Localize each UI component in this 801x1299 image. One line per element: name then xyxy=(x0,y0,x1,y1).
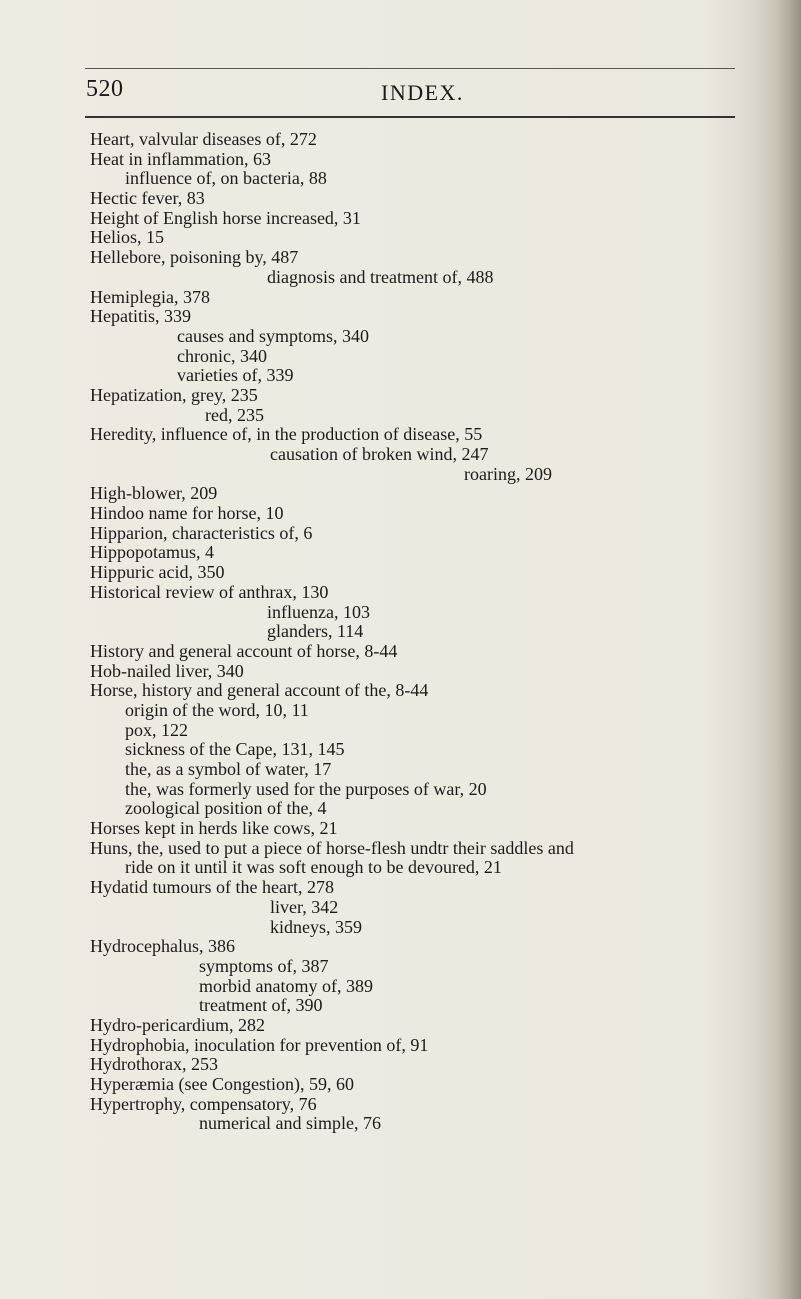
index-subentry: origin of the word, 10, 11 xyxy=(125,699,309,720)
index-subentry: pox, 122 xyxy=(125,719,188,740)
index-subentry: morbid anatomy of, 389 xyxy=(199,975,373,996)
index-entry: Huns, the, used to put a piece of horse-flesh undtr their saddles and xyxy=(90,837,574,858)
index-subentry: glanders, 114 xyxy=(267,621,364,642)
index-entry: Hydrophobia, inoculation for prevention of, 91 xyxy=(90,1034,429,1055)
running-head: INDEX. xyxy=(381,80,464,105)
index-subentry: roaring, 209 xyxy=(464,463,552,484)
index-entry: Hectic fever, 83 xyxy=(90,188,205,209)
index-entry: Hepatization, grey, 235 xyxy=(90,384,258,405)
index-subentry: chronic, 340 xyxy=(177,345,267,366)
index-subentry: influence of, on bacteria, 88 xyxy=(125,168,327,189)
index-subentry: symptoms of, 387 xyxy=(199,955,329,976)
index-entry-continuation: ride on it until it was soft enough to be devoured, 21 xyxy=(125,857,502,878)
index-entry: Hydrocephalus, 386 xyxy=(90,936,235,957)
index-entry: Hyperæmia (see Congestion), 59, 60 xyxy=(90,1074,354,1094)
index-subentry: treatment of, 390 xyxy=(199,995,323,1016)
index-entry: Hydro-pericardium, 282 xyxy=(90,1014,265,1035)
index-entry: Hydrothorax, 253 xyxy=(90,1054,218,1075)
index-entry: Hippuric acid, 350 xyxy=(90,562,225,583)
index-subentry: liver, 342 xyxy=(270,896,339,917)
index-subentry: sickness of the Cape, 131, 145 xyxy=(125,739,345,760)
index-entry: Hippopotamus, 4 xyxy=(90,542,214,563)
index-subentry: diagnosis and treatment of, 488 xyxy=(267,266,494,287)
index-subentry: the, was formerly used for the purposes of war, 20 xyxy=(125,778,487,799)
index-entry: Helios, 15 xyxy=(90,227,164,248)
index-entry: Height of English horse increased, 31 xyxy=(90,207,361,228)
index-entry: Hipparion, characteristics of, 6 xyxy=(90,522,313,543)
index-entries xyxy=(90,130,790,1134)
index-subentry: causes and symptoms, 340 xyxy=(177,325,369,346)
index-entry: Horses kept in herds like cows, 21 xyxy=(90,818,338,839)
index-entry: Horse, history and general account of the, 8-44 xyxy=(90,680,429,701)
index-subentry: red, 235 xyxy=(205,404,264,425)
index-entry: Heart, valvular diseases of, 272 xyxy=(90,129,317,149)
index-entry: Hepatitis, 339 xyxy=(90,306,191,327)
index-subentry: kidneys, 359 xyxy=(270,916,362,937)
index-entry: Hellebore, poisoning by, 487 xyxy=(90,247,299,268)
index-subentry: numerical and simple, 76 xyxy=(199,1113,381,1134)
page-number: 520 xyxy=(86,76,124,102)
index-entry: Hydatid tumours of the heart, 278 xyxy=(90,877,334,898)
top-rule xyxy=(85,68,735,69)
index-entry: Hypertrophy, compensatory, 76 xyxy=(90,1093,317,1114)
index-entry: History and general account of horse, 8-44 xyxy=(90,640,398,661)
index-subentry: influenza, 103 xyxy=(267,601,370,622)
index-entry: Heat in inflammation, 63 xyxy=(90,148,271,169)
index-subentry: zoological position of the, 4 xyxy=(125,798,327,819)
index-entry: Heredity, influence of, in the production of disease, 55 xyxy=(90,424,483,445)
index-entry: High-blower, 209 xyxy=(90,483,218,504)
index-subentry: varieties of, 339 xyxy=(177,365,294,386)
header-rule xyxy=(85,116,735,118)
index-subentry: the, as a symbol of water, 17 xyxy=(125,759,332,779)
index-subentry: causation of broken wind, 247 xyxy=(270,444,489,464)
index-entry: Hemiplegia, 378 xyxy=(90,286,210,307)
index-entry: Hindoo name for horse, 10 xyxy=(90,503,284,524)
index-entry: Hob-nailed liver, 340 xyxy=(90,660,244,681)
index-entry: Historical review of anthrax, 130 xyxy=(90,581,329,602)
